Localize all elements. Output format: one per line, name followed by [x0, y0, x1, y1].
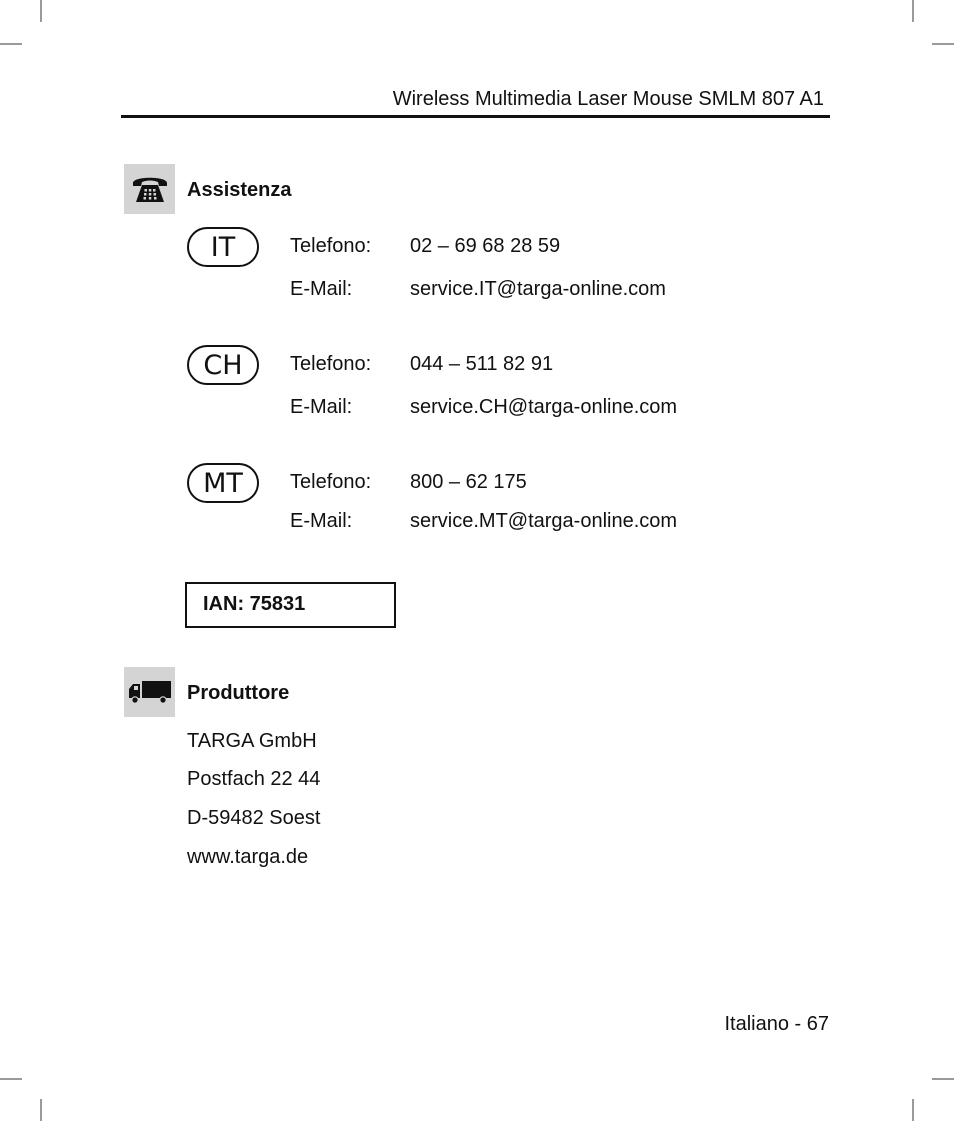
country-badge-mt: MT — [187, 463, 259, 503]
ian-number: IAN: 75831 — [203, 593, 306, 615]
telephone-icon — [124, 164, 175, 214]
country-badge-ch: CH — [187, 345, 259, 385]
crop-mark — [40, 0, 42, 22]
crop-mark — [932, 43, 954, 45]
phone-number-mt: 800 – 62 175 — [410, 471, 527, 493]
phone-label: Telefono: — [290, 353, 372, 375]
email-label: E-Mail: — [290, 278, 353, 300]
truck-icon — [124, 667, 175, 717]
header-rule — [121, 115, 830, 118]
email-it: service.IT@targa-online.com — [410, 278, 666, 300]
crop-mark — [0, 1078, 22, 1080]
email-mt: service.MT@targa-online.com — [410, 510, 678, 532]
crop-mark — [40, 1099, 42, 1121]
phone-label: Telefono: — [290, 235, 372, 257]
country-badge-it: IT — [187, 227, 259, 267]
crop-mark — [0, 43, 22, 45]
address-website: www.targa.de — [187, 846, 309, 868]
phone-label: Telefono: — [290, 471, 372, 493]
ian-box — [185, 582, 396, 628]
section-title-assistenza: Assistenza — [187, 179, 292, 201]
section-title-produttore: Produttore — [187, 682, 290, 704]
crop-mark — [932, 1078, 954, 1080]
page-number: Italiano - 67 — [724, 1013, 829, 1035]
address-company: TARGA GmbH — [187, 730, 317, 752]
header-title: Wireless Multimedia Laser Mouse SMLM 807 A1 — [392, 88, 824, 110]
address-city: D-59482 Soest — [187, 807, 321, 829]
email-ch: service.CH@targa-online.com — [410, 396, 678, 418]
phone-number-ch: 044 – 511 82 91 — [410, 353, 554, 375]
email-label: E-Mail: — [290, 510, 353, 532]
phone-number-it: 02 – 69 68 28 59 — [410, 235, 561, 257]
email-label: E-Mail: — [290, 396, 353, 418]
crop-mark — [912, 1099, 914, 1121]
address-postbox: Postfach 22 44 — [187, 768, 321, 790]
crop-mark — [912, 0, 914, 22]
